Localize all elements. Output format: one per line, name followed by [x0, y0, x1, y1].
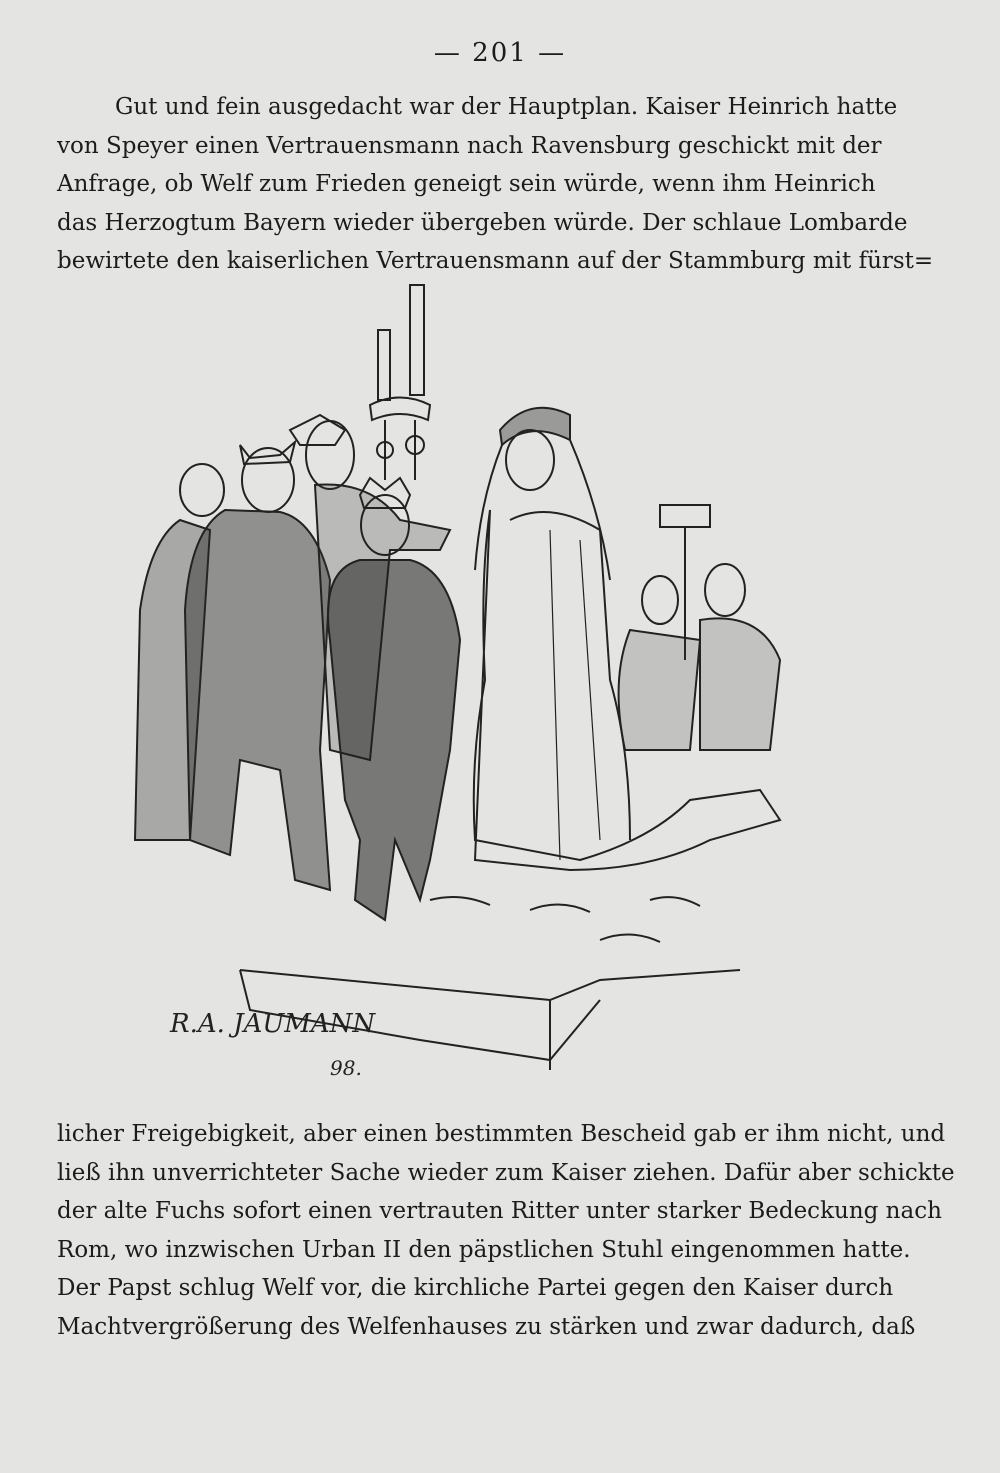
text-line: von Speyer einen Vertrauensmann nach Ravensburg geschickt mit der [57, 132, 882, 159]
text-line: der alte Fuchs sofort einen vertrauten Ritter unter starker Bedeckung nach [57, 1198, 942, 1224]
text-line: bewirtete den kaiserlichen Vertrauensmann auf der Stammburg mit fürst= [57, 248, 934, 274]
text-line: Anfrage, ob Welf zum Frieden geneigt sein würde, wenn ihm Heinrich [57, 171, 876, 197]
engraving-drawing [130, 280, 860, 1090]
text-line: ließ ihn unverrichteter Sache wieder zum Kaiser ziehen. Dafür aber schickte [57, 1159, 955, 1186]
servant-figures [619, 505, 780, 750]
candlestick [370, 285, 430, 480]
text-line: licher Freigebigkeit, aber einen bestimmten Bescheid gab er ihm nicht, und [57, 1121, 946, 1147]
text-block-top [57, 88, 934, 281]
illustration-year: 98. [330, 1056, 362, 1080]
text-block-bottom [57, 1115, 955, 1346]
floor-step [240, 897, 740, 1070]
page-number: — 201 — [433, 38, 567, 68]
text-line: Machtvergrößerung des Welfenhauses zu stärken und zwar dadurch, daß [57, 1313, 916, 1340]
text-line: Gut und fein ausgedacht war der Hauptplan. Kaiser Heinrich hatte [115, 94, 898, 120]
text-line: Der Papst schlug Welf vor, die kirchliche Partei gegen den Kaiser durch [57, 1275, 894, 1301]
text-line: Rom, wo inzwischen Urban II den päpstlichen Stuhl eingenommen hatte. [57, 1236, 911, 1263]
illustration-signature: R.A. JAUMANN [170, 1009, 376, 1039]
illustration [130, 280, 860, 1090]
text-line: das Herzogtum Bayern wieder übergeben würde. Der schlaue Lombarde [57, 209, 908, 236]
group-of-men [135, 415, 460, 920]
